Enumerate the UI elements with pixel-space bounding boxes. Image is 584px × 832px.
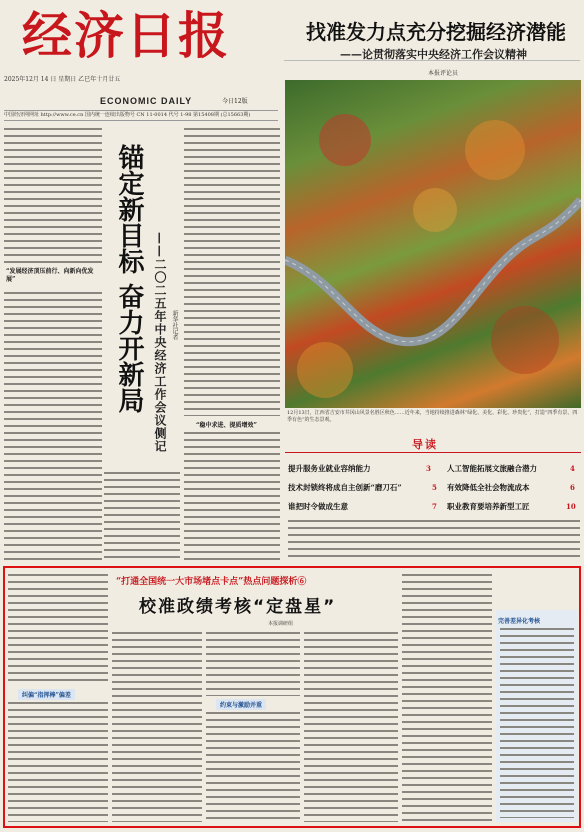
guide-item[interactable]: 人工智能拓展文旅融合潜力: [447, 464, 537, 473]
series-title: “打通全国统一大市场堵点卡点”热点问题探析⑥: [116, 577, 307, 587]
guide-title: 导读: [412, 438, 438, 451]
guide-page: 5: [432, 483, 437, 492]
left-box-heading: “发展经济顶压前行、向新向优发展”: [6, 268, 94, 283]
lead-story-text-lower: [104, 470, 180, 562]
issue-date: 2025年12月 14 日 星期日 乙巳年十月廿五: [4, 76, 121, 83]
headline-author: 本报评论员: [428, 70, 459, 77]
feature-col-5: [402, 572, 492, 822]
lead-story-byline: 新华社记者: [171, 310, 178, 340]
english-name: ECONOMIC DAILY: [100, 96, 193, 106]
guide-item[interactable]: 提升服务业就业容纳能力: [288, 464, 371, 473]
guide-page: 6: [570, 483, 575, 492]
guide-item[interactable]: 谁把时令做成生意: [288, 502, 348, 511]
feature-title[interactable]: 校准政绩考核“定盘星”: [139, 597, 337, 617]
guide-page: 10: [566, 502, 576, 511]
left-article-col-1: [4, 126, 102, 266]
sidebar-text: [500, 626, 574, 818]
feature-col-3: [206, 630, 300, 696]
photo-caption: 12月13日，江西省吉安市井冈山风景名胜区秋色……近年来，当地持续推进森林“绿化、美化、彩化、珍贵化”，打造“四季有景、四季有色”的生态景观。: [287, 410, 578, 423]
middle-article-col-lower: [184, 430, 280, 562]
feature-col-3-lower: [206, 710, 300, 822]
guide-item[interactable]: 有效降低全社会物流成本: [447, 483, 530, 492]
guide-page: 7: [432, 502, 437, 511]
right-article-lower: [288, 518, 580, 562]
guide-page: 4: [570, 464, 575, 473]
publication-info-bar: 中国经济网网址 http://www.ce.cn 国内统一连续出版物号 CN 11-0014 代号 1-98 第15408期 (总15663期): [4, 110, 278, 121]
guide-page: 3: [426, 464, 431, 473]
guide-divider: [285, 452, 581, 453]
feature-subhead-2: 约束与激励并重: [216, 699, 266, 710]
page-count: 今日12版: [222, 98, 248, 105]
newspaper-masthead: 经济日报: [22, 6, 230, 65]
lead-story-title[interactable]: 锚定新目标 奋力开新局: [114, 144, 144, 414]
headline-subtitle: ——论贯彻落实中央经济工作会议精神: [340, 48, 527, 61]
headline-title[interactable]: 找准发力点充分挖掘经济潜能: [306, 20, 566, 44]
sidebar-title: 完善差异化考核: [498, 618, 541, 625]
feature-author: 本报调研组: [268, 621, 294, 627]
middle-box-heading: “稳中求进、提质增效”: [196, 422, 257, 429]
feature-col-4: [304, 630, 398, 822]
middle-article-col: [184, 126, 280, 416]
feature-col-2: [112, 630, 202, 822]
guide-item[interactable]: 技术封锁终将成自主创新“磨刀石”: [288, 483, 402, 492]
winding-road-graphic: [285, 80, 581, 408]
feature-subhead-1: 纠偏“指挥棒”偏差: [18, 689, 75, 700]
autumn-forest-photo: [285, 80, 581, 408]
feature-col-1: [8, 572, 108, 684]
left-article-col-2: [4, 290, 102, 560]
guide-item[interactable]: 职业教育要培养新型工匠: [447, 502, 530, 511]
feature-col-1-lower: [8, 700, 108, 822]
lead-story-subtitle: ——二〇二五年中央经济工作会议侧记: [153, 232, 167, 453]
